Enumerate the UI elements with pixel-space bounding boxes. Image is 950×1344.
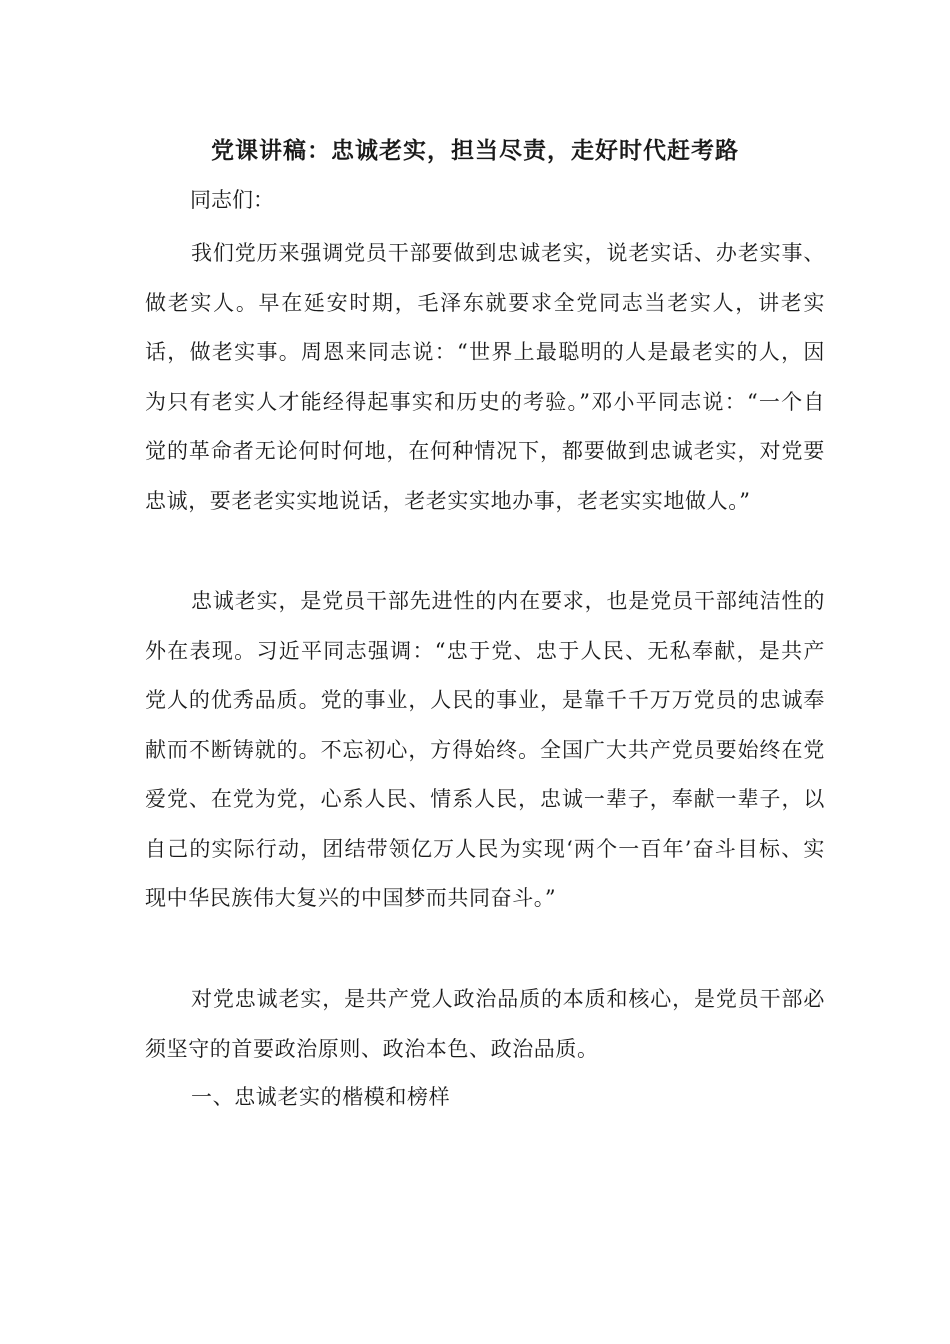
greeting: 同志们： xyxy=(190,188,274,212)
paragraph-1: 我们党历来强调党员干部要做到忠诚老实，说老实话、办老实事、做老实人。早在延安时期，毛泽东就要求全党同志当老实人，讲老实话，做老实事。周恩来同志说：“世界上最聪明的人是最老实的人，因为只有老实人才能经得起事实和历史的考验。”邓小平同志说：“一个自觉的革命者无论何时何地，在何种情况下，都要做到忠诚老实，对党要忠诚，要老老实实地说话，老老实实地办事，老老实实地做人。” xyxy=(145,241,825,513)
paragraph-2: 忠诚老实，是党员干部先进性的内在要求，也是党员干部纯洁性的外在表现。习近平同志强调：“忠于党、忠于人民、无私奉献，是共产党人的优秀品质。党的事业，人民的事业，是靠千千万万党员的忠诚奉献而不断铸就的。不忘初心，方得始终。全国广大共产党员要始终在党爱党、在党为党，心系人民、情系人民，忠诚一辈子，奉献一辈子，以自己的实际行动，团结带领亿万人民为实现‘两个一百年’奋斗目标、实现中华民族伟大复兴的中国梦而共同奋斗。” xyxy=(145,589,825,910)
document-title: 党课讲稿：忠诚老实，担当尽责，走好时代赶考路 xyxy=(211,138,739,164)
section-heading-1: 一、忠诚老实的楷模和榜样 xyxy=(191,1085,451,1109)
paragraph-3: 对党忠诚老实，是共产党人政治品质的本质和核心，是党员干部必须坚守的首要政治原则、政治本色、政治品质。 xyxy=(145,987,825,1061)
